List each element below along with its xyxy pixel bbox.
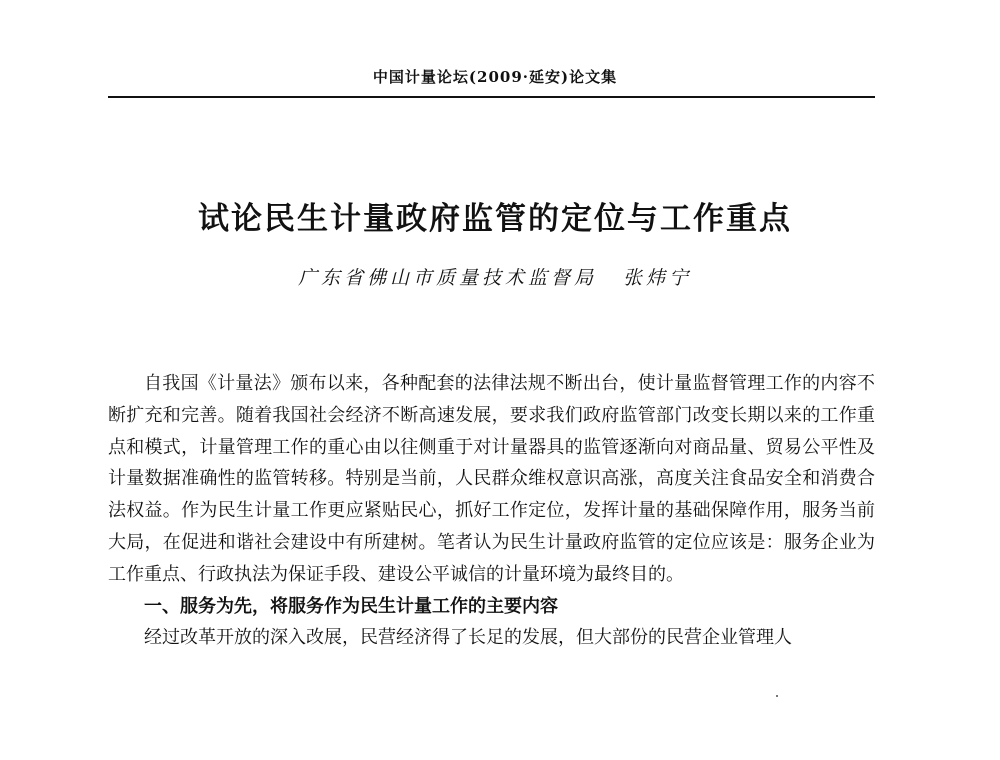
body-text	[108, 368, 875, 654]
author-affiliation: 广东省佛山市质量技术监督局	[297, 267, 597, 289]
paragraph-section-1: 经过改革开放的深入改展，民营经济得了长足的发展，但大部份的民营企业管理人	[144, 627, 792, 649]
header-rule	[108, 96, 875, 98]
author-name: 张炜宁	[623, 267, 693, 289]
byline	[0, 263, 990, 290]
section-heading: 一、服务为先，将服务作为民生计量工作的主要内容	[144, 595, 558, 617]
running-header: 中国计量论坛(2009·延安)论文集	[372, 68, 618, 86]
paper-title: 试论民生计量政府监管的定位与工作重点	[198, 201, 792, 237]
scan-speck	[776, 695, 778, 697]
paragraph-intro: 自我国《计量法》颁布以来，各种配套的法律法规不断出台，使计量监督管理工作的内容不断扩充和完善。随着我国社会经济不断高速发展，要求我们政府监管部门改变长期以来的工作重点和模式，计量管理工作的重心由以往侧重于对计量器具的监管逐渐向对商品量、贸易公平性及计量数据准确性的监管转移。特别是当前，人民群众维权意识高涨，高度关注食品安全和消费合法权益。作为民生计量工作更应紧贴民心，抓好工作定位，发挥计量的基础保障作用，服务当前大局，在促进和谐社会建设中有所建树。笔者认为民生计量政府监管的定位应该是：服务企业为工作重点、行政执法为保证手段、建设公平诚信的计量环境为最终目的。	[108, 373, 875, 585]
